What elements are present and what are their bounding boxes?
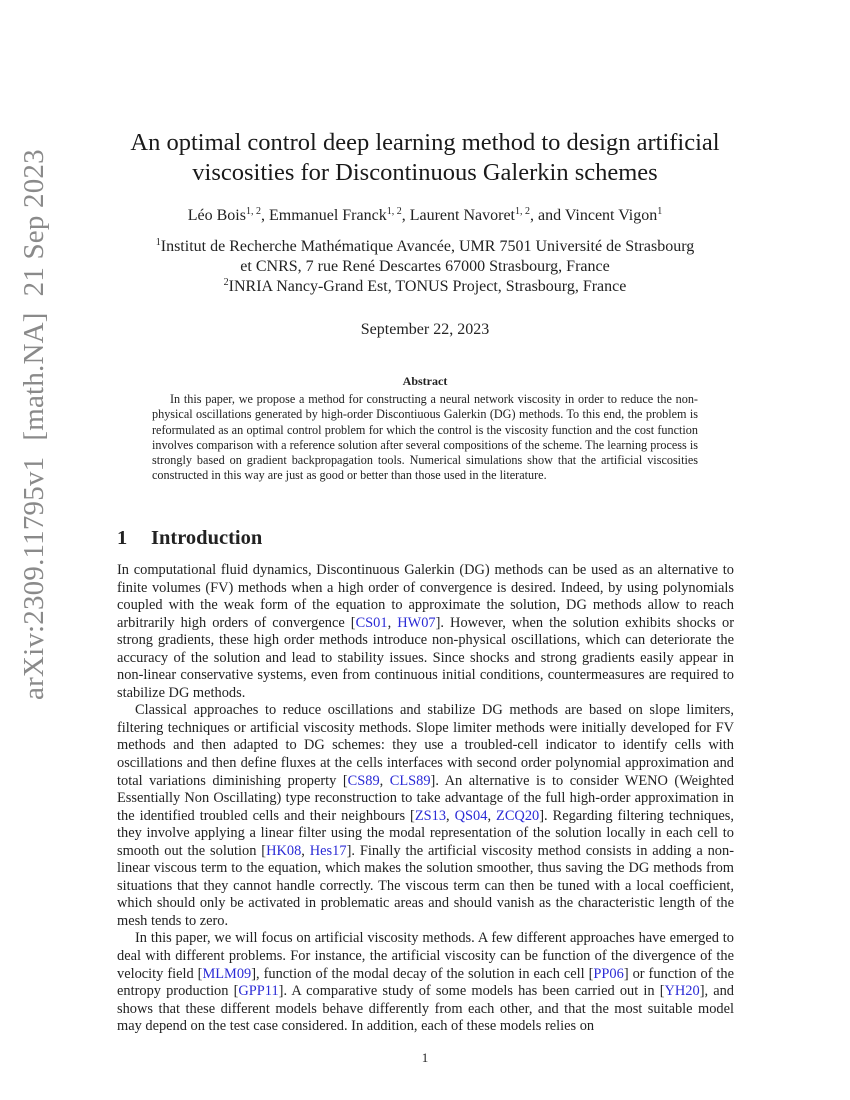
section-number: 1: [117, 527, 128, 549]
author: Vincent Vigon$^1$: [564, 206, 663, 224]
citation-link[interactable]: HW07: [397, 614, 436, 631]
citation-link[interactable]: ZS13: [414, 807, 447, 824]
section-title: Introduction: [151, 527, 263, 549]
citation-link[interactable]: PP06: [593, 965, 624, 982]
citation-link[interactable]: MLM09: [202, 965, 252, 982]
affiliation-1: $^1$Institut de Recherche Mathématique Avancée, UMR 7501 Université de Strasbourg: [155, 237, 695, 255]
citation-link[interactable]: QS04: [454, 807, 488, 824]
citation-link[interactable]: CLS89: [389, 772, 431, 789]
affiliation-2: $^2$INRIA Nancy-Grand Est, TONUS Project, Strasbourg, France: [223, 277, 627, 295]
author: Léo Bois$^{1, 2}$,: [187, 206, 269, 224]
citation-link[interactable]: HK08: [266, 842, 302, 859]
title-line-2: viscosities for Discontinuous Galerkin schemes: [192, 159, 658, 186]
author: Laurent Navoret$^{1, 2}$, and: [409, 206, 565, 224]
arxiv-stamp: [18, 149, 51, 700]
arxiv-id[interactable]: arXiv:2309.11795v1: [18, 456, 50, 700]
author-list: [110, 206, 740, 226]
paper-date: September 22, 2023: [360, 321, 490, 338]
citation-link[interactable]: GPP11: [238, 983, 279, 1000]
section-heading-introduction: [117, 527, 262, 550]
paragraph: In this paper, we will focus on artificial viscosity methods. A few different approaches have emerged to deal with different problems. For instance, the artificial viscosity can be function of the divergence of the velocity field [MLM09], function of the modal decay of the solution in each cell [PP06] or function of the entropy production [GPP11]. A comparative study of some models has been carried out in [YH20], and shows that these different models behave differently from each other, and that the most suitable model may depend on the test case considered. In addition, each of these models relies on: [117, 930, 735, 1035]
citation-link[interactable]: Hes17: [309, 842, 347, 859]
citation-link[interactable]: CS89: [347, 772, 380, 789]
page-number: 1: [421, 1050, 429, 1065]
paper-title: [110, 128, 740, 188]
abstract-heading: Abstract: [402, 374, 448, 388]
introduction-body: [117, 562, 734, 1036]
title-line-1: An optimal control deep learning method to design artificial: [130, 129, 720, 156]
author: Emmanuel Franck$^{1, 2}$,: [268, 206, 410, 224]
citation-link[interactable]: YH20: [664, 983, 700, 1000]
paragraph: Classical approaches to reduce oscillations and stabilize DG methods are based on slope limiters, filtering techniques or artificial viscosity methods. Slope limiter methods were initially developed for FV methods and then adapted to DG schemes: they use a troubled-cell indicator to identify cells with oscillations and then define fluxes at the cells interfaces with second order polynomial approximation and total variations diminishing property [CS89, CLS89]. An alternative is to consider WENO (Weighted Essentially Non Oscillating) type reconstruction to take advantage of the full high-order approximation in the identified troubled cells and their neighbours [ZS13, QS04, ZCQ20]. Regarding filtering techniques, they involve applying a linear filter using the modal representation of the solution locally in each cell to smooth out the solution [HK08, Hes17]. Finally the artificial viscosity method consists in adding a non-linear viscous term to the equation, which makes the solution smoother, thus saving the DG methods from situations that they cannot handle correctly. The viscous term can then be tuned with a local coefficient, which should only be activated in problematic areas and should vanish as the characteristic length of the mesh tends to zero.: [117, 702, 735, 929]
arxiv-category: [math.NA]: [18, 312, 50, 441]
paragraph: In computational fluid dynamics, Discontinuous Galerkin (DG) methods can be used as an alternative to finite volumes (FV) methods when a high order of convergence is desired. Indeed, by using polynomials coupled with the weak form of the equation to approximate the solution, DG methods allow to reach arbitrarily high orders of convergence [CS01, HW07]. However, when the solution exhibits shocks or strong gradients, these high order methods introduce non-physical oscillations, which can deteriorate the accuracy of the solution and lead to stability issues. Since shocks and strong gradients easily appear in non-linear conservative systems, even from continuous initial conditions, countermeasures are required to stabilize DG methods.: [117, 562, 734, 701]
affiliation-1-cont: et CNRS, 7 rue René Descartes 67000 Strasbourg, France: [240, 258, 610, 275]
citation-link[interactable]: CS01: [355, 614, 388, 631]
citation-link[interactable]: ZCQ20: [496, 807, 540, 824]
arxiv-date: 21 Sep 2023: [18, 149, 50, 297]
affiliations: [110, 237, 740, 297]
abstract-text: In this paper, we propose a method for constructing a neural network viscosity in order to reduce the non-physical oscillations generated by high-order Discontiuous Galerkin (DG) methods. To this end, the problem is reformulated as an optimal control problem for which the control is the viscosity function and the cost function involves comparison with a reference solution after several compositions of the scheme. The learning process is strongly based on gradient backpropagation tools. Numerical simulations show that the artificial viscosities constructed in this way are just as good or better than those used in the literature.: [152, 392, 698, 483]
